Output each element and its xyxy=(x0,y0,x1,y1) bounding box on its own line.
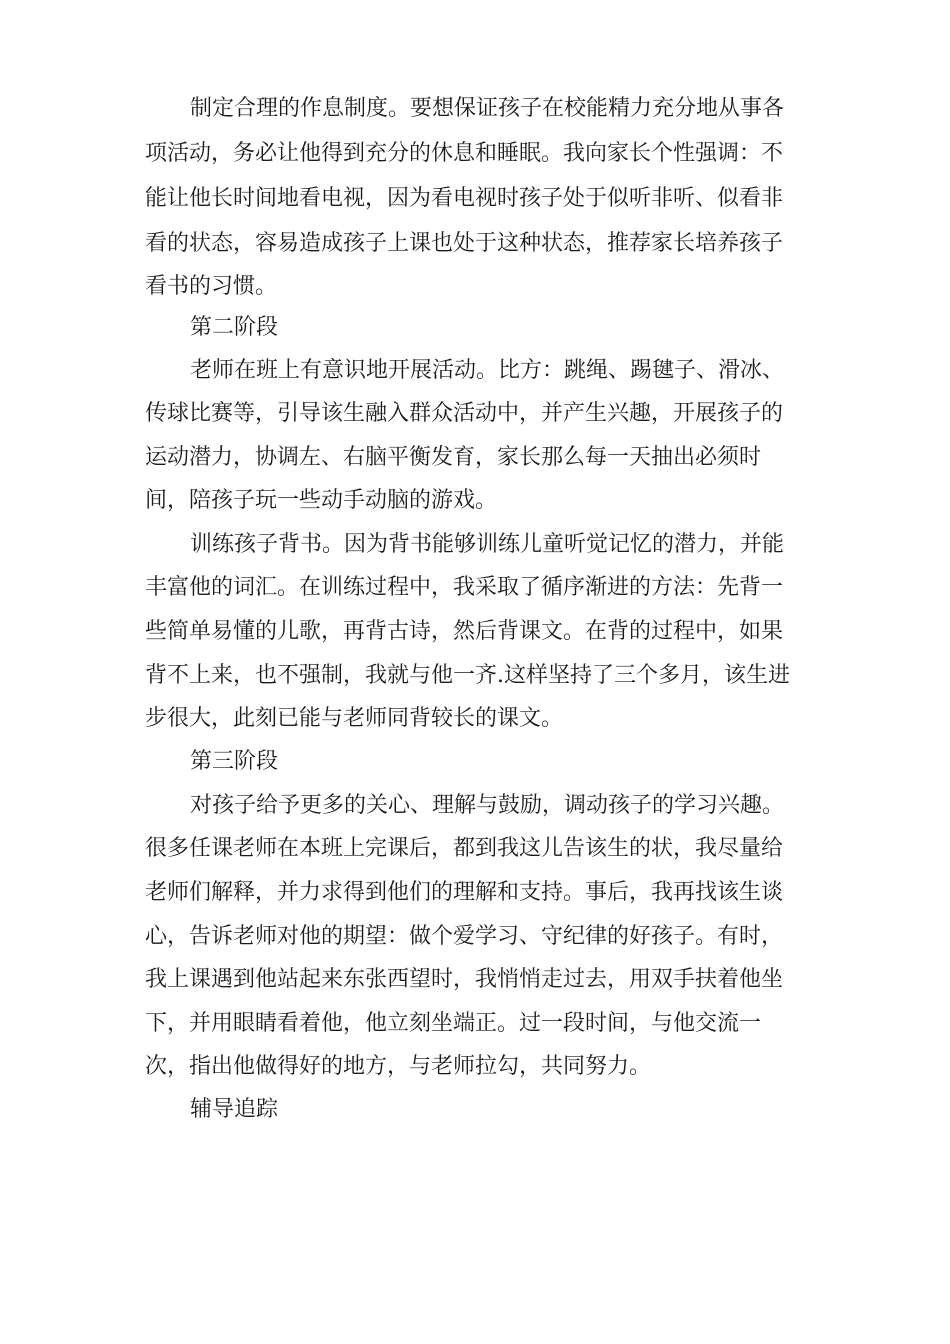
text-line: 很多任课老师在本班上完课后，都到我这儿告该生的状，我尽量给 xyxy=(145,836,784,861)
text-line: 看书的习惯。 xyxy=(145,274,278,299)
text-line: 下，并用眼睛看着他，他立刻坐端正。过一段时间，与他交流一 xyxy=(145,1011,762,1036)
text-line: 运动潜力，协调左、右脑平衡发育，家长那么每一天抽出必须时 xyxy=(145,445,762,470)
text-line: 能让他长时间地看电视，因为看电视时孩子处于似听非听、似看非 xyxy=(145,186,784,211)
text-line: 老师们解释，并力求得到他们的理解和支持。事后，我再找该生谈 xyxy=(145,880,784,905)
text-line: 制定合理的作息制度。要想保证孩子在校能精力充分地从事各 xyxy=(190,96,785,121)
text-line: 心，告诉老师对他的期望：做个爱学习、守纪律的好孩子。有时， xyxy=(145,924,784,949)
section-heading: 第二阶段 xyxy=(190,315,279,340)
text-line: 背不上来，也不强制，我就与他一齐.这样坚持了三个多月，该生进 xyxy=(145,663,790,688)
text-line: 我上课遇到他站起来东张西望时，我悄悄走过去，用双手扶着他坐 xyxy=(145,967,784,992)
text-line: 训练孩子背书。因为背书能够训练儿童听觉记忆的潜力，并能 xyxy=(190,532,785,557)
text-line: 间，陪孩子玩一些动手动脑的游戏。 xyxy=(145,488,498,513)
text-line: 传球比赛等，引导该生融入群众活动中，并产生兴趣，开展孩子的 xyxy=(145,401,784,426)
text-line: 丰富他的词汇。在训练过程中，我采取了循序渐进的方法：先背一 xyxy=(145,575,784,600)
text-line: 老师在班上有意识地开展活动。比方：跳绳、踢毽子、滑冰、 xyxy=(190,358,785,383)
text-line: 对孩子给予更多的关心、理解与鼓励，调动孩子的学习兴趣。 xyxy=(190,793,785,818)
section-heading: 第三阶段 xyxy=(190,749,279,774)
text-line: 项活动，务必让他得到充分的休息和睡眠。我向家长个性强调：不 xyxy=(145,141,784,166)
text-line: 次，指出他做得好的地方，与老师拉勾，共同努力。 xyxy=(145,1054,652,1079)
section-heading: 辅导追踪 xyxy=(190,1097,279,1122)
text-line: 步很大，此刻已能与老师同背较长的课文。 xyxy=(145,706,564,731)
text-line: 些简单易懂的儿歌，再背古诗，然后背课文。在背的过程中，如果 xyxy=(145,619,784,644)
text-line: 看的状态，容易造成孩子上课也处于这种状态，推荐家长培养孩子 xyxy=(145,231,784,256)
